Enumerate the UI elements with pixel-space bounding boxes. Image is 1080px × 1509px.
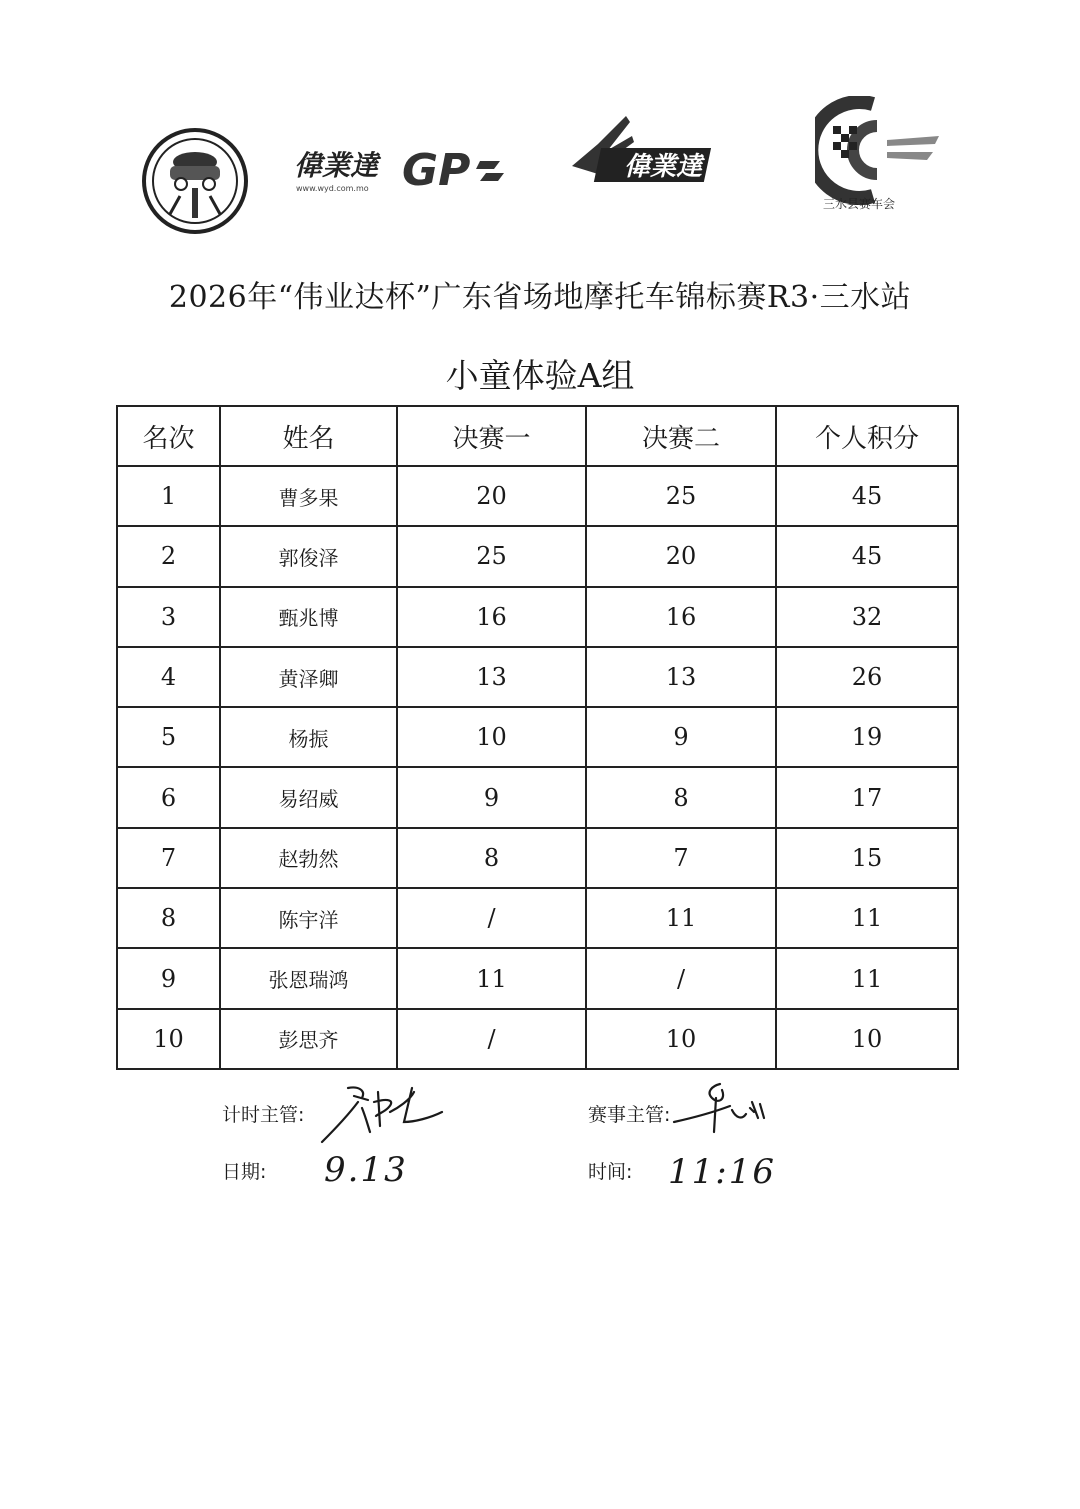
final2-cell: / [586, 948, 776, 1008]
table-row [117, 1009, 958, 1069]
points-cell: 19 [776, 707, 958, 767]
date-label: 日期: [222, 1161, 267, 1183]
points-cell: 10 [776, 1009, 958, 1069]
name-cell: 易绍威 [220, 767, 397, 827]
rank-cell: 9 [117, 948, 220, 1008]
final2-cell: 11 [586, 888, 776, 948]
final1-cell: 20 [397, 466, 586, 526]
final2-cell: 7 [586, 828, 776, 888]
table-row [117, 466, 958, 526]
name-cell: 郭俊泽 [220, 526, 397, 586]
group-subtitle: 小童体验A组 [445, 356, 635, 395]
time-value: 11:16 [668, 1152, 776, 1192]
weiyeda-gp-logo [290, 141, 530, 201]
final2-cell: 25 [586, 466, 776, 526]
svg-text:GP: GP [402, 145, 471, 196]
final1-cell: 10 [397, 707, 586, 767]
table-row [117, 647, 958, 707]
points-cell: 45 [776, 466, 958, 526]
page-title: 2026年“伟业达杯”广东省场地摩托车锦标赛R3·三水站 [168, 280, 912, 315]
timing-supervisor-signature [318, 1078, 448, 1148]
name-cell: 甄兆博 [220, 587, 397, 647]
timing-supervisor-label: 计时主管: [222, 1104, 305, 1126]
table-row [117, 767, 958, 827]
rank-cell: 7 [117, 828, 220, 888]
table-row [117, 828, 958, 888]
header-points: 个人积分 [776, 406, 958, 466]
name-cell: 彭思齐 [220, 1009, 397, 1069]
name-cell: 赵勃然 [220, 828, 397, 888]
final1-cell: / [397, 888, 586, 948]
final1-cell: / [397, 1009, 586, 1069]
race-supervisor-label: 赛事主管: [588, 1104, 671, 1126]
name-cell: 黄泽卿 [220, 647, 397, 707]
logo-bar [0, 96, 1080, 226]
name-cell: 张恩瑞鸿 [220, 948, 397, 1008]
rank-cell: 2 [117, 526, 220, 586]
name-cell: 陈宇洋 [220, 888, 397, 948]
rank-cell: 8 [117, 888, 220, 948]
date-value: 9.13 [324, 1150, 408, 1190]
svg-text:www.wyd.com.mo: www.wyd.com.mo [296, 184, 369, 193]
results-table [116, 405, 959, 1070]
rank-cell: 10 [117, 1009, 220, 1069]
weiyeda-text: 偉業達 [294, 149, 379, 182]
final2-cell: 20 [586, 526, 776, 586]
final2-cell: 13 [586, 647, 776, 707]
final1-cell: 16 [397, 587, 586, 647]
rank-cell: 6 [117, 767, 220, 827]
final1-cell: 8 [397, 828, 586, 888]
final2-cell: 8 [586, 767, 776, 827]
table-row [117, 707, 958, 767]
final1-cell: 25 [397, 526, 586, 586]
final2-cell: 10 [586, 1009, 776, 1069]
final2-cell: 9 [586, 707, 776, 767]
club-name-text: 三水县赛车会 [823, 197, 896, 211]
points-cell: 17 [776, 767, 958, 827]
rank-cell: 5 [117, 707, 220, 767]
rank-cell: 1 [117, 466, 220, 526]
weiyeda-eagle-logo [568, 106, 728, 191]
name-cell: 杨振 [220, 707, 397, 767]
name-cell: 曹多果 [220, 466, 397, 526]
header-rank: 名次 [117, 406, 220, 466]
race-supervisor-signature [672, 1078, 772, 1138]
time-label: 时间: [588, 1161, 633, 1183]
points-cell: 45 [776, 526, 958, 586]
points-cell: 11 [776, 888, 958, 948]
table-header-row [117, 406, 958, 466]
points-cell: 11 [776, 948, 958, 1008]
table-row [117, 888, 958, 948]
final1-cell: 9 [397, 767, 586, 827]
points-cell: 32 [776, 587, 958, 647]
svg-text:偉業達: 偉業達 [624, 152, 703, 182]
table-row [117, 948, 958, 1008]
rank-cell: 3 [117, 587, 220, 647]
sanshui-racing-club-logo [815, 96, 945, 216]
organization-seal-logo [140, 126, 250, 236]
final1-cell: 13 [397, 647, 586, 707]
points-cell: 15 [776, 828, 958, 888]
final2-cell: 16 [586, 587, 776, 647]
final1-cell: 11 [397, 948, 586, 1008]
rank-cell: 4 [117, 647, 220, 707]
header-name: 姓名 [220, 406, 397, 466]
table-row [117, 526, 958, 586]
header-final2: 决赛二 [586, 406, 776, 466]
header-final1: 决赛一 [397, 406, 586, 466]
points-cell: 26 [776, 647, 958, 707]
table-row [117, 587, 958, 647]
